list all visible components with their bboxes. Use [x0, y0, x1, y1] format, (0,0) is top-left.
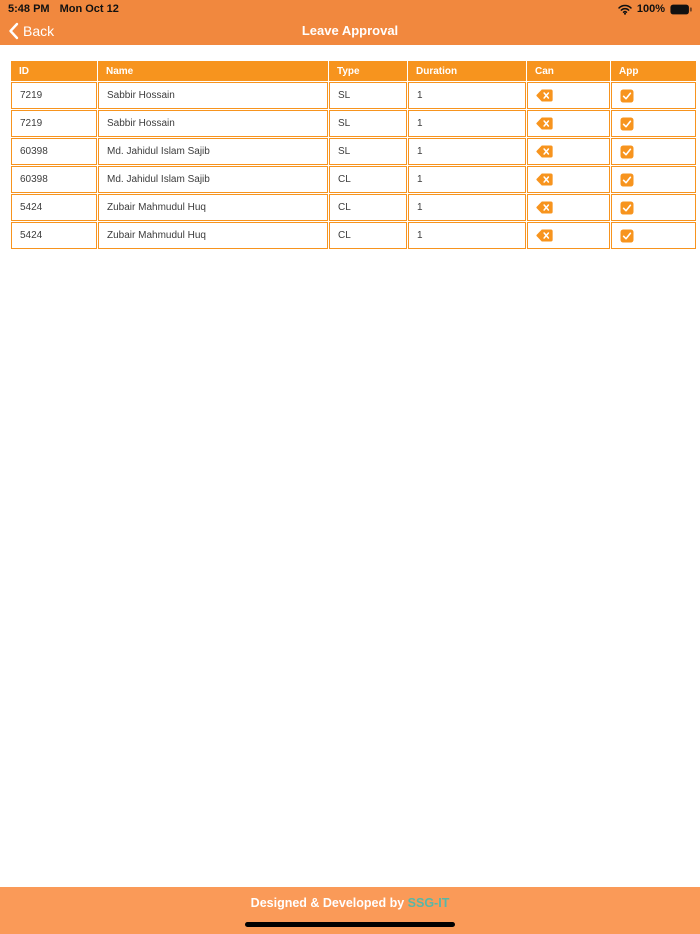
cell-type: SL [329, 138, 407, 165]
footer-credit [0, 896, 700, 910]
table-row [11, 110, 696, 137]
wifi-icon [618, 4, 632, 15]
cell-duration: 1 [408, 82, 526, 109]
cell-type: CL [329, 222, 407, 249]
cell-type: CL [329, 194, 407, 221]
cell-cancel [527, 166, 610, 193]
back-button[interactable] [0, 22, 54, 40]
battery-full-icon [670, 4, 692, 15]
footer-credit-text: Designed & Developed by [250, 896, 408, 910]
cell-cancel [527, 222, 610, 249]
table-row [11, 82, 696, 109]
checked-checkbox-icon[interactable] [620, 117, 634, 131]
cell-id: 5424 [11, 194, 97, 221]
cell-name: Md. Jahidul Islam Sajib [98, 166, 328, 193]
footer-bar [0, 887, 700, 934]
cell-approve [611, 194, 696, 221]
cell-name: Zubair Mahmudul Huq [98, 222, 328, 249]
cell-type: SL [329, 82, 407, 109]
cell-approve [611, 222, 696, 249]
header-duration: Duration [408, 61, 526, 81]
chevron-left-icon [8, 22, 19, 40]
cell-id: 60398 [11, 138, 97, 165]
backspace-cancel-icon[interactable] [536, 201, 553, 214]
top-bar [0, 0, 700, 45]
status-time: 5:48 PM [8, 3, 50, 15]
checked-checkbox-icon[interactable] [620, 201, 634, 215]
status-date: Mon Oct 12 [59, 3, 119, 15]
table-row [11, 194, 696, 221]
cell-duration: 1 [408, 194, 526, 221]
header-cancel: Can [527, 61, 610, 81]
table-row [11, 138, 696, 165]
header-approve: App [611, 61, 696, 81]
status-bar [0, 0, 700, 16]
cell-name: Sabbir Hossain [98, 110, 328, 137]
backspace-cancel-icon[interactable] [536, 173, 553, 186]
header-type: Type [329, 61, 407, 81]
checked-checkbox-icon[interactable] [620, 229, 634, 243]
cell-duration: 1 [408, 222, 526, 249]
cell-name: Sabbir Hossain [98, 82, 328, 109]
status-right [618, 3, 692, 15]
cell-duration: 1 [408, 110, 526, 137]
table-row [11, 222, 696, 249]
cell-id: 60398 [11, 166, 97, 193]
cell-approve [611, 138, 696, 165]
cell-cancel [527, 110, 610, 137]
cell-type: CL [329, 166, 407, 193]
cell-duration: 1 [408, 138, 526, 165]
table-row [11, 166, 696, 193]
page-title: Leave Approval [301, 23, 399, 38]
backspace-cancel-icon[interactable] [536, 229, 553, 242]
backspace-cancel-icon[interactable] [536, 89, 553, 102]
backspace-cancel-icon[interactable] [536, 117, 553, 130]
checked-checkbox-icon[interactable] [620, 89, 634, 103]
cell-name: Zubair Mahmudul Huq [98, 194, 328, 221]
nav-bar [0, 16, 700, 45]
cell-cancel [527, 194, 610, 221]
cell-name: Md. Jahidul Islam Sajib [98, 138, 328, 165]
cell-id: 7219 [11, 82, 97, 109]
checked-checkbox-icon[interactable] [620, 173, 634, 187]
backspace-cancel-icon[interactable] [536, 145, 553, 158]
cell-id: 7219 [11, 110, 97, 137]
table-header-row [11, 61, 696, 81]
cell-approve [611, 166, 696, 193]
footer-brand: SSG-IT [407, 896, 450, 910]
cell-duration: 1 [408, 166, 526, 193]
header-id: ID [11, 61, 97, 81]
cell-id: 5424 [11, 222, 97, 249]
main-content [0, 45, 700, 250]
leave-approval-table [10, 60, 697, 250]
cell-type: SL [329, 110, 407, 137]
table-header [11, 61, 696, 81]
cell-approve [611, 110, 696, 137]
cell-cancel [527, 138, 610, 165]
cell-approve [611, 82, 696, 109]
back-label: Back [23, 22, 55, 39]
checked-checkbox-icon[interactable] [620, 145, 634, 159]
battery-percent: 100% [636, 3, 665, 15]
header-name: Name [98, 61, 328, 81]
cell-cancel [527, 82, 610, 109]
leave-table-body [11, 82, 696, 249]
home-indicator[interactable] [245, 922, 455, 927]
status-left [8, 3, 119, 15]
